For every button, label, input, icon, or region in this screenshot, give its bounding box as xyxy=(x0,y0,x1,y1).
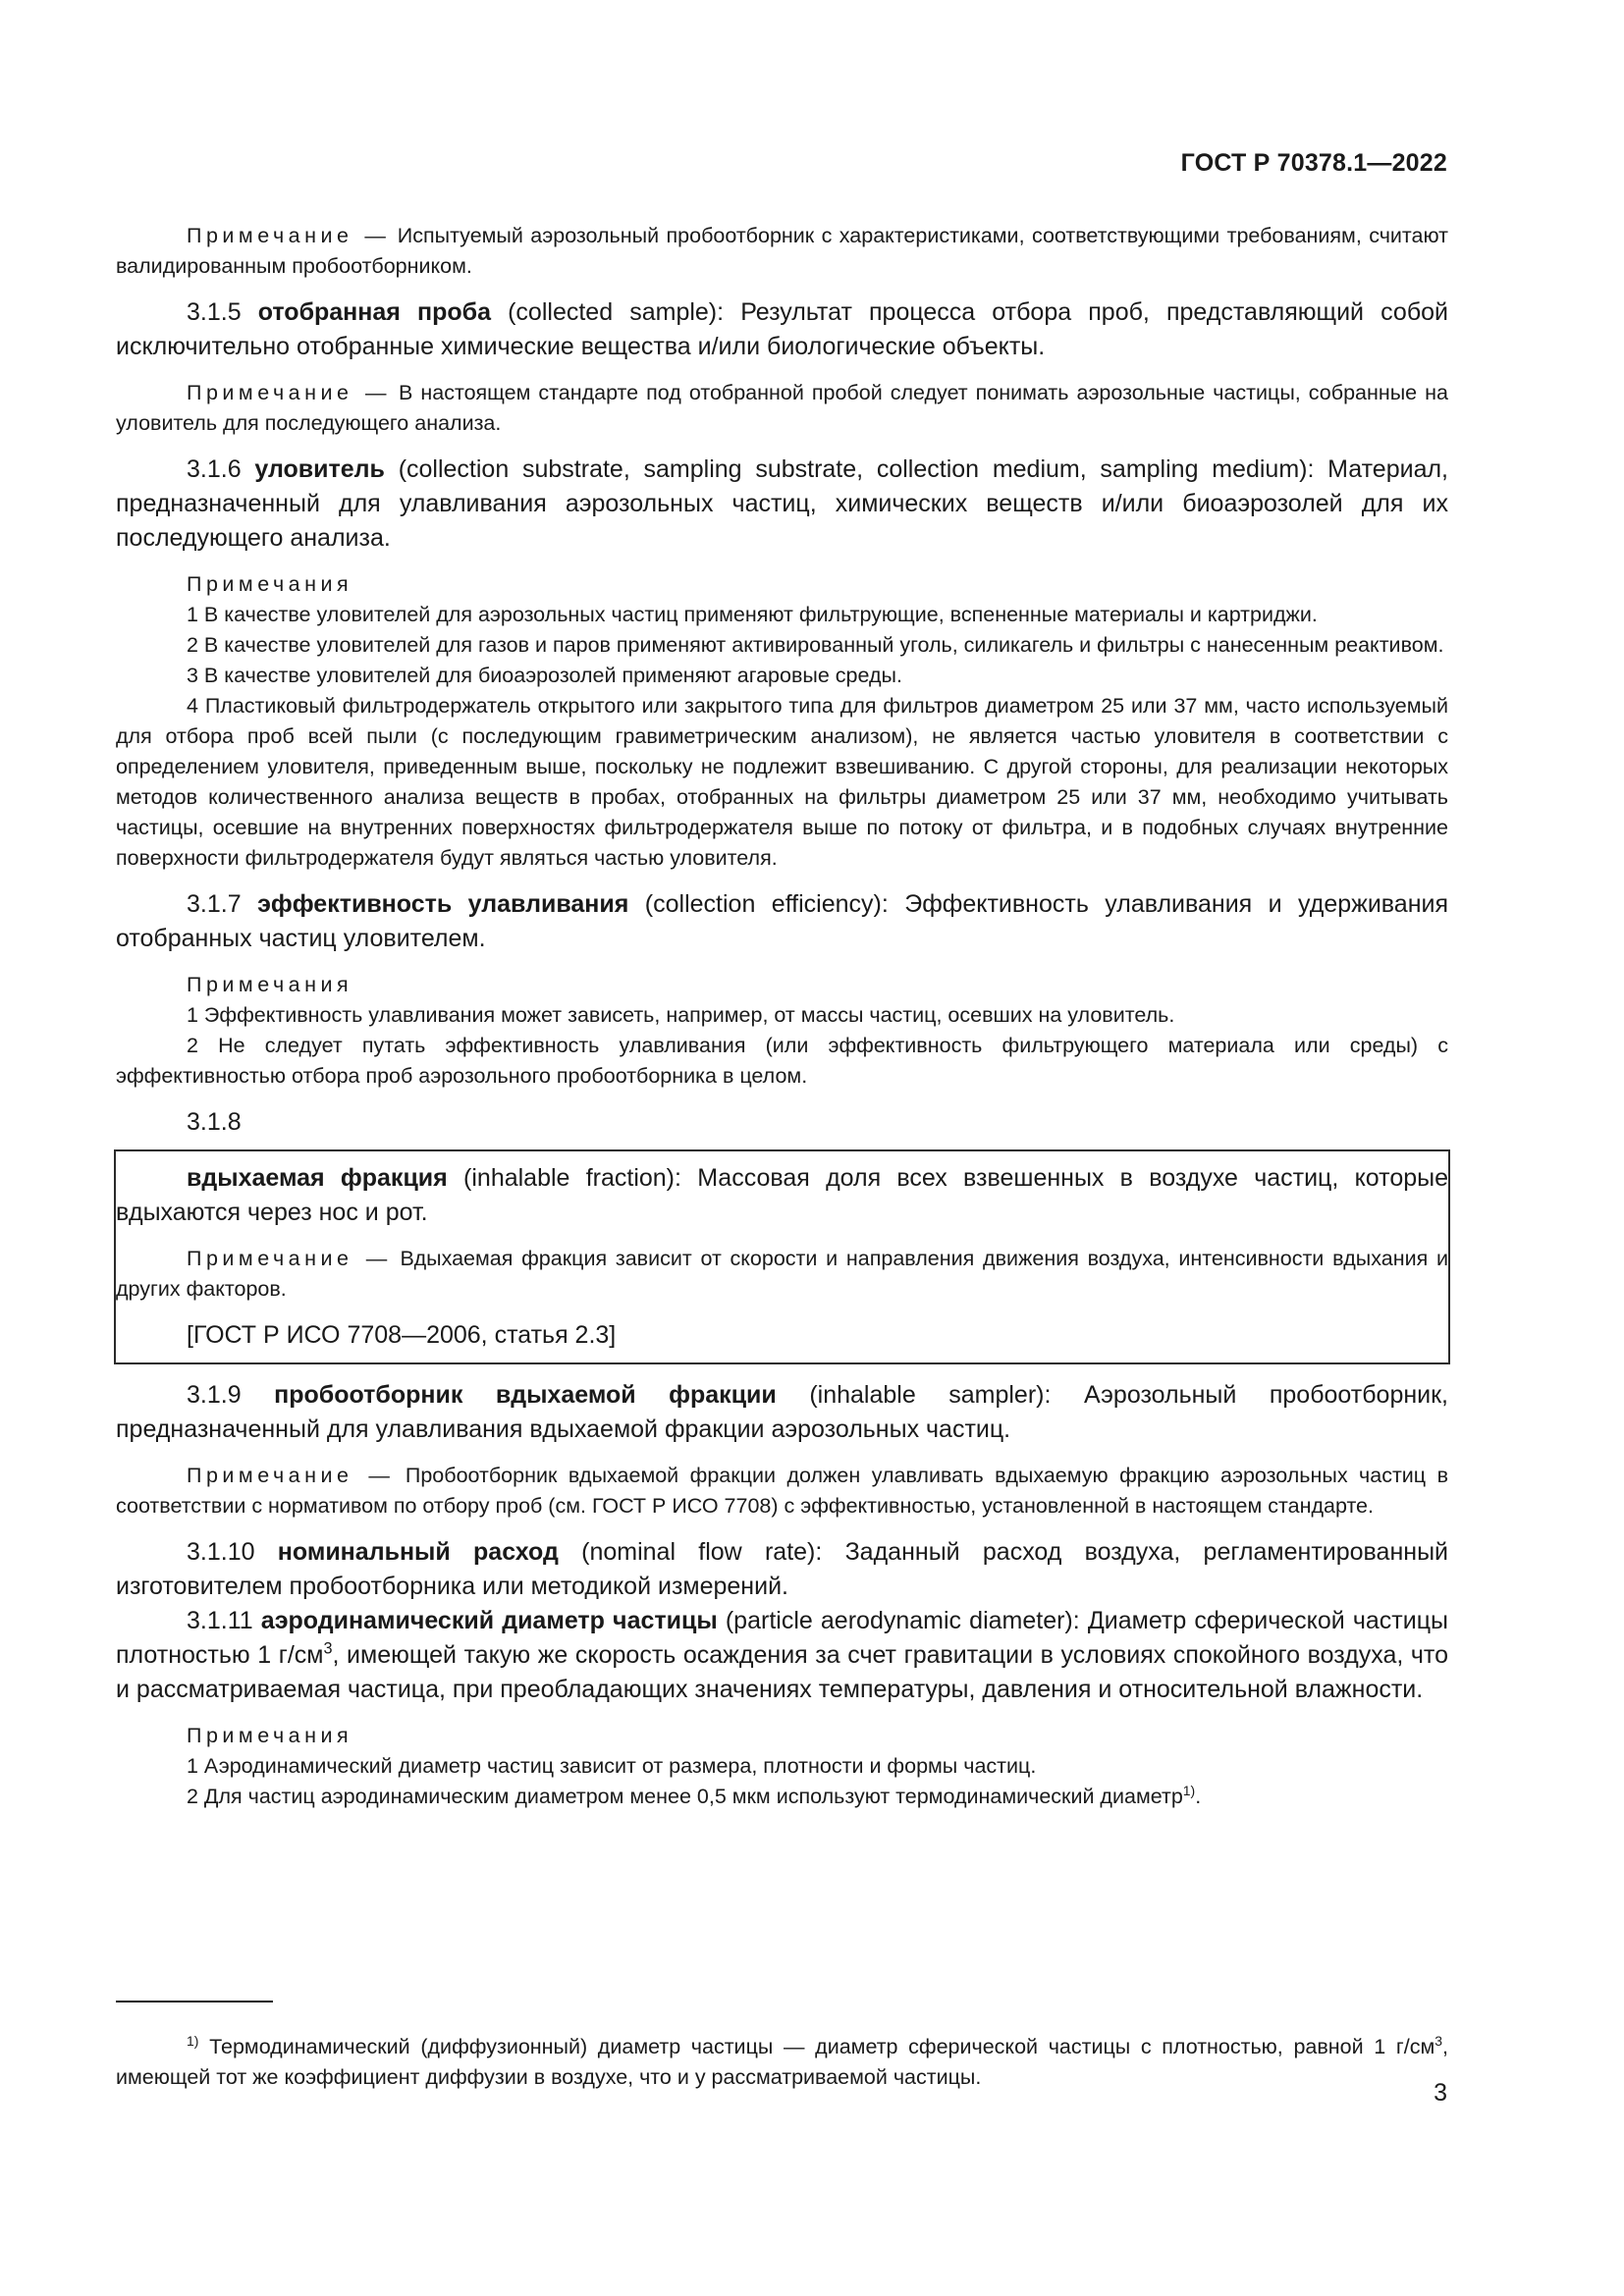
term-definition: (inhalable sampler): Аэрозольный пробоотборник, предназначенный для улавливания вдыхаемой фракции аэрозольных частиц. xyxy=(116,1381,1449,1443)
term-3-1-7 xyxy=(116,887,1448,956)
term-definition: (collection substrate, sampling substrate, collection medium, sampling medium): Материал, предназначенный для улавливания аэрозольных частиц, химических веществ и/или биоаэрозолей для их последующего анализа. xyxy=(116,455,1449,552)
footnote-text-cont: , имеющей тот же коэффициент диффузии в воздухе, что и у рассматриваемой частицы. xyxy=(116,2034,1448,2089)
note-text: В настоящем стандарте под отобранной пробой следует понимать аэрозольные частицы, собранные на уловитель для последующего анализа. xyxy=(116,381,1448,435)
term-number: 3.1.9 xyxy=(187,1381,242,1409)
footnote-mark: 1) xyxy=(187,2032,199,2049)
notes-heading: Примечания xyxy=(187,572,353,596)
term-3-1-9 xyxy=(116,1378,1448,1447)
term-number: 3.1.11 xyxy=(187,1607,253,1634)
term-3-1-8-number: 3.1.8 xyxy=(187,1108,242,1136)
term-title: аэродинамический диаметр частицы xyxy=(260,1607,718,1634)
term-number: 3.1.6 xyxy=(187,455,242,483)
note-item: 1 В качестве уловителей для аэрозольных частиц применяют фильтрующие, вспененные материалы и картриджи. xyxy=(187,603,1318,626)
term-title: номинальный расход xyxy=(277,1538,559,1566)
note-item: 4 Пластиковый фильтродержатель открытого или закрытого типа для фильтров диаметром 25 или 37 мм, часто используемый для отбора проб всей пыли (с последующим гравиметрическим анализом), не является частью уловителя в соответствии с определением уловителя, приведенным выше, поскольку не подлежит взвешиванию. С другой стороны, для реализации некоторых методов количественного анализа веществ в пробах, отобранных на фильтры диаметром 25 или 37 мм, необходимо учитывать частицы, осевшие на внутренних поверхностях фильтродержателя выше по потоку от фильтра, и в подобных случаях внутренние поверхности фильтродержателя будут являться частью уловителя. xyxy=(116,694,1448,870)
note-3-1-4 xyxy=(116,221,1448,282)
footnote-ref: 1) xyxy=(1182,1782,1196,1798)
main-content xyxy=(116,221,1448,1826)
note-text: Вдыхаемая фракция зависит от скорости и направления движения воздуха, интенсивности вдыхания и других факторов. xyxy=(116,1247,1448,1301)
term-title: эффективность улавливания xyxy=(257,890,629,918)
source-reference: [ГОСТ Р ИСО 7708—2006, статья 2.3] xyxy=(187,1321,617,1349)
note-text: Испытуемый аэрозольный пробоотборник с характеристиками, соответствующими требованиям, считают валидированным пробоотборником. xyxy=(116,224,1448,278)
term-title: вдыхаемая фракция xyxy=(187,1164,448,1192)
term-3-1-10 xyxy=(116,1535,1448,1604)
footnote-separator xyxy=(116,2001,273,2002)
footnote-text: Термодинамический (диффузионный) диаметр частицы — диаметр сферической частицы с плотностью, равной 1 г/см xyxy=(198,2034,1435,2058)
note-text: 2 Для частиц аэродинамическим диаметром менее 0,5 мкм используют термодинамический диаметр xyxy=(187,1785,1183,1808)
term-number: 3.1.7 xyxy=(187,890,242,918)
notes-heading: Примечания xyxy=(187,973,353,996)
term-3-1-8 xyxy=(116,1161,1448,1230)
note-label: Примечание — xyxy=(187,1464,395,1487)
footnote xyxy=(116,2032,1448,2093)
note-text-end: . xyxy=(1195,1785,1202,1808)
term-3-1-11 xyxy=(116,1604,1448,1707)
note-label: Примечание — xyxy=(187,381,391,404)
note-item: 1 Эффективность улавливания может зависеть, например, от массы частиц, осевших на уловитель. xyxy=(187,1003,1175,1027)
document-id: ГОСТ Р 70378.1—2022 xyxy=(1180,149,1447,177)
notes-heading: Примечания xyxy=(187,1724,353,1747)
note-3-1-8 xyxy=(116,1244,1448,1305)
term-3-1-6 xyxy=(116,453,1448,556)
term-3-1-5 xyxy=(116,295,1448,364)
superscript: 3 xyxy=(323,1639,333,1658)
term-title: уловитель xyxy=(254,455,385,483)
notes-3-1-11 xyxy=(116,1721,1448,1812)
term-number: 3.1.5 xyxy=(187,298,242,326)
term-definition: (particle aerodynamic diameter): Диаметр сферической частицы плотностью 1 г/см xyxy=(116,1607,1449,1669)
term-title: отобранная проба xyxy=(257,298,491,326)
note-item: 3 В качестве уловителей для биоаэрозолей применяют агаровые среды. xyxy=(187,664,902,687)
note-item: 2 Не следует путать эффективность улавливания (или эффективность фильтрующего материала или среды) с эффективностью отбора проб аэрозольного пробоотборника в целом. xyxy=(116,1034,1448,1088)
term-definition: (collected sample): Результат процесса отбора проб, представляющий собой исключительно отобранные химические вещества и/или биологические объекты. xyxy=(116,298,1449,360)
notes-3-1-7 xyxy=(116,970,1448,1092)
term-definition: (nominal flow rate): Заданный расход воздуха, регламентированный изготовителем пробоотборника или методикой измерений. xyxy=(116,1538,1448,1600)
borrowed-term-box xyxy=(114,1149,1450,1364)
note-text: Пробоотборник вдыхаемой фракции должен улавливать вдыхаемую фракцию аэрозольных частиц в соответствии с нормативом по отбору проб (см. ГОСТ Р ИСО 7708) с эффективностью, установленной в настоящем стандарте. xyxy=(116,1464,1448,1518)
note-3-1-9 xyxy=(116,1461,1448,1522)
term-definition: (inhalable fraction): Массовая доля всех взвешенных в воздухе частиц, которые вдыхаются через нос и рот. xyxy=(116,1164,1448,1226)
note-label: Примечание — xyxy=(187,224,391,247)
note-label: Примечание — xyxy=(187,1247,392,1270)
term-title: пробоотборник вдыхаемой фракции xyxy=(274,1381,777,1409)
note-item: 2 В качестве уловителей для газов и паров применяют активированный уголь, силикагель и фильтры с нанесенным реактивом. xyxy=(187,633,1444,657)
page-number: 3 xyxy=(1434,2079,1447,2107)
note-item: 1 Аэродинамический диаметр частиц зависит от размера, плотности и формы частиц. xyxy=(187,1754,1037,1778)
notes-3-1-6 xyxy=(116,569,1448,874)
term-definition: (collection efficiency): Эффективность улавливания и удерживания отобранных частиц уловителем. xyxy=(116,890,1449,952)
note-3-1-5 xyxy=(116,378,1448,439)
term-number: 3.1.10 xyxy=(187,1538,255,1566)
superscript: 3 xyxy=(1435,2032,1443,2049)
term-definition-cont: , имеющей такую же скорость осаждения за счет гравитации в условиях спокойного воздуха, что и рассматриваемая частица, при преобладающих значениях температуры, давления и относительной влажности. xyxy=(116,1641,1449,1703)
note-item xyxy=(116,1782,1448,1812)
